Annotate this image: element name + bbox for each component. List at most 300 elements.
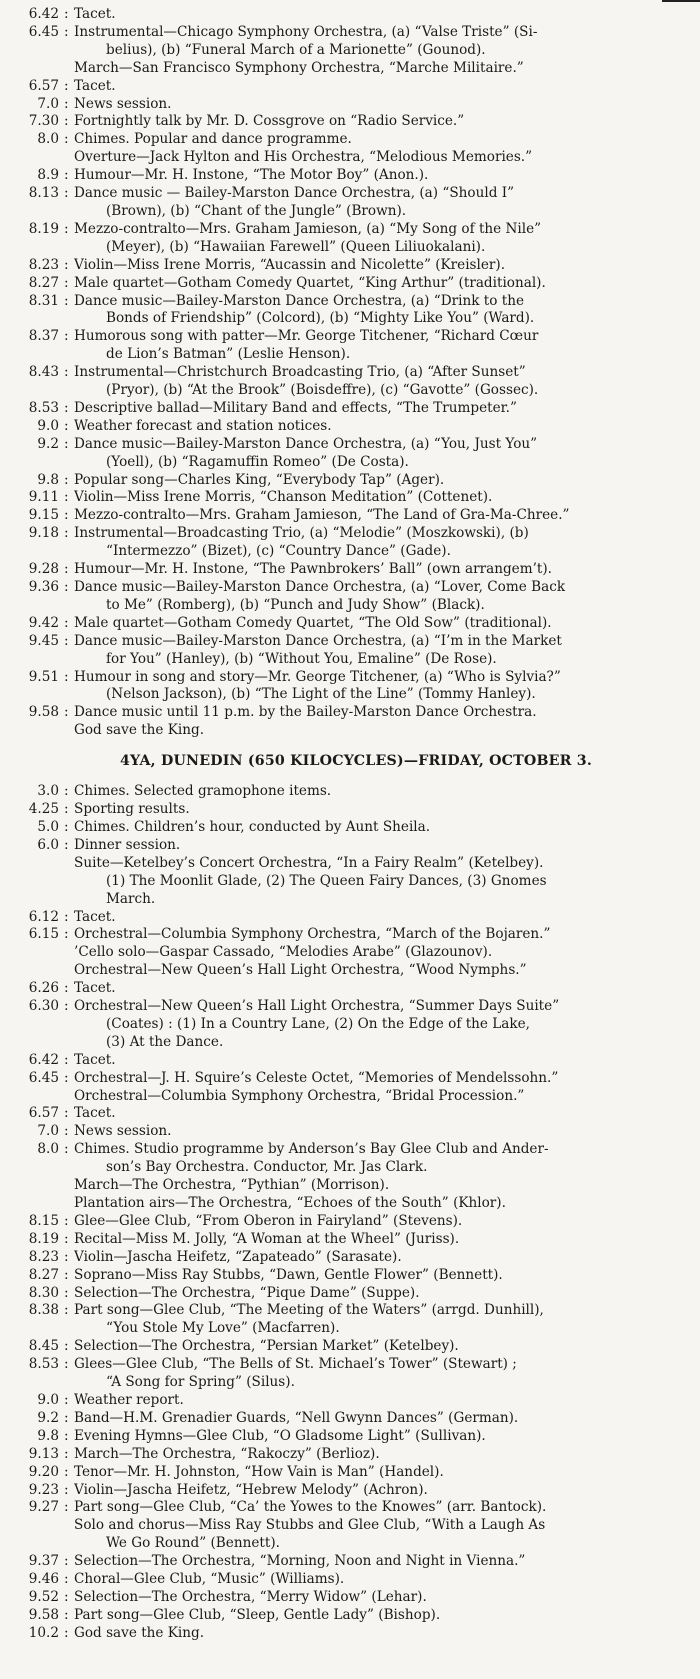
- entry-time: 9.13: [28, 1445, 59, 1462]
- entry-line: Violin—Miss Irene Morris, “Aucassin and Nicolette” (Kreisler).: [74, 256, 506, 273]
- entry-line: Humour—Mr. H. Instone, “The Pawnbrokers’ Ball” (own arrangem’t).: [74, 561, 552, 578]
- entry-colon: :: [64, 1266, 69, 1283]
- entry-line: Violin—Jascha Heifetz, “Zapateado” (Sarasate).: [74, 1248, 402, 1265]
- entry-description: [74, 1446, 700, 1464]
- entry-colon: :: [64, 1338, 69, 1355]
- entry-colon: :: [64, 1499, 69, 1516]
- entry-time: 6.12: [28, 908, 59, 925]
- entry-colon: [64, 962, 74, 980]
- entry-time: 6.57: [28, 77, 59, 94]
- entry-line: Tacet.: [74, 6, 116, 22]
- programme-entry: [0, 579, 700, 615]
- entry-time: 9.8: [37, 471, 59, 488]
- programme-entry: [0, 669, 700, 705]
- entry-time: 8.27: [28, 274, 59, 291]
- programme-entry: [0, 1553, 700, 1571]
- entry-colon: :: [64, 185, 69, 202]
- programme-entry: [0, 1285, 700, 1303]
- entry-time: 8.19: [28, 1230, 59, 1247]
- entry-colon: [64, 1517, 74, 1553]
- programme-entry: [0, 507, 700, 525]
- entry-description: [74, 669, 700, 705]
- entry-line: to Me” (Romberg), (b) “Punch and Judy Show” (Black).: [106, 596, 485, 613]
- entry-line: Choral—Glee Club, “Music” (Williams).: [74, 1571, 345, 1588]
- entry-time: 9.0: [37, 417, 59, 434]
- entry-time: 5.0: [37, 818, 59, 835]
- programme-entry: [0, 801, 700, 819]
- entry-line: Suite—Ketelbey’s Concert Orchestra, “In a Fairy Realm” (Ketelbey).: [74, 854, 544, 871]
- programme-entry: [0, 722, 700, 740]
- entry-line: Dance music—Bailey-Marston Dance Orchestra, (a) “You, Just You”: [74, 435, 538, 452]
- entry-time: 6.30: [28, 998, 59, 1015]
- entry-colon: :: [64, 561, 69, 578]
- entry-time: 8.23: [28, 256, 59, 273]
- entry-colon: :: [64, 435, 69, 452]
- entry-time: 8.53: [28, 1356, 59, 1373]
- programme-entry: [0, 221, 700, 257]
- entry-colon: :: [64, 1212, 69, 1229]
- entry-description: [74, 722, 700, 740]
- entry-line: Tacet.: [74, 980, 116, 997]
- programme-entry: [0, 837, 700, 855]
- entry-line: Tacet.: [74, 1051, 116, 1068]
- entry-time: 8.15: [28, 1212, 59, 1229]
- programme-entry: [0, 1392, 700, 1410]
- entry-line: son’s Bay Orchestra. Conductor, Mr. Jas Clark.: [106, 1159, 428, 1176]
- entry-line: March.: [106, 890, 156, 907]
- entry-colon: [64, 722, 74, 740]
- programme-entry: [0, 400, 700, 418]
- entry-line: Selection—The Orchestra, “Morning, Noon and Night in Vienna.”: [74, 1553, 526, 1570]
- entry-line: Tenor—Mr. H. Johnston, “How Vain is Man” (Handel).: [74, 1463, 444, 1480]
- entry-description: [74, 1356, 700, 1392]
- entry-time: 9.20: [28, 1463, 59, 1480]
- entry-colon: [64, 855, 74, 909]
- entry-colon: :: [64, 1248, 69, 1265]
- entry-colon: :: [64, 1230, 69, 1247]
- entry-time: 6.26: [28, 980, 59, 997]
- entry-description: [74, 1249, 700, 1267]
- entry-description: [74, 615, 700, 633]
- programme-entry: [0, 275, 700, 293]
- entry-line: Descriptive ballad—Military Band and effects, “The Trumpeter.”: [74, 399, 517, 416]
- entry-time: 8.23: [28, 1248, 59, 1265]
- entry-line: Dance music—Bailey-Marston Dance Orchestra, (a) “I’m in the Market: [74, 632, 562, 649]
- programme-entry: [0, 489, 700, 507]
- entry-line: Chimes. Children’s hour, conducted by Aunt Sheila.: [74, 818, 431, 835]
- entry-description: [74, 24, 700, 60]
- entry-line: Band—H.M. Grenadier Guards, “Nell Gwynn Dances” (German).: [74, 1409, 519, 1426]
- entry-description: [74, 436, 700, 472]
- entry-description: [74, 1499, 700, 1517]
- entry-line: ’Cello solo—Gaspar Cassado, “Melodies Arabe” (Glazounov).: [74, 944, 493, 961]
- entry-line: Tacet.: [74, 1105, 116, 1122]
- entry-description: [74, 418, 700, 436]
- entry-colon: :: [64, 801, 69, 818]
- entry-line: (Coates) : (1) In a Country Lane, (2) On the Edge of the Lake,: [106, 1015, 531, 1032]
- entry-line: News session.: [74, 95, 172, 112]
- entry-line: Bonds of Friendship” (Colcord), (b) “Mighty Like You” (Ward).: [106, 310, 535, 327]
- entry-line: Weather forecast and station notices.: [74, 417, 332, 434]
- entry-description: [74, 221, 700, 257]
- entry-line: Part song—Glee Club, “The Meeting of the Waters” (arrgd. Dunhill),: [74, 1302, 544, 1319]
- entry-line: “A Song for Spring” (Silus).: [106, 1374, 295, 1391]
- entry-colon: [64, 1195, 74, 1213]
- entry-colon: :: [64, 1069, 69, 1086]
- entry-description: [74, 704, 700, 722]
- entry-line: Instrumental—Chicago Symphony Orchestra, (a) “Valse Triste” (Si-: [74, 23, 538, 40]
- programme-entry: [0, 1105, 700, 1123]
- entry-colon: :: [64, 818, 69, 835]
- entry-line: Mezzo-contralto—Mrs. Graham Jamieson, “The Land of Gra-Ma-Chree.”: [74, 507, 570, 524]
- entry-description: [74, 783, 700, 801]
- entry-line: Orchestral—Columbia Symphony Orchestra, “Bridal Procession.”: [74, 1087, 525, 1104]
- entry-colon: :: [64, 1391, 69, 1408]
- entry-time: 6.42: [28, 6, 59, 22]
- entry-time: 9.0: [37, 1391, 59, 1408]
- entry-description: [74, 167, 700, 185]
- entry-line: Weather report.: [74, 1391, 184, 1408]
- entry-line: Tacet.: [74, 77, 116, 94]
- entry-line: Orchestral—New Queen’s Hall Light Orchestra, “Summer Days Suite”: [74, 998, 560, 1015]
- programme-entry: [0, 1338, 700, 1356]
- entry-colon: :: [64, 579, 69, 595]
- entry-colon: :: [64, 1427, 69, 1444]
- entry-time: 7.30: [28, 113, 59, 130]
- entry-colon: :: [64, 632, 69, 649]
- entry-line: Selection—The Orchestra, “Merry Widow” (Lehar).: [74, 1588, 427, 1605]
- entry-colon: :: [64, 417, 69, 434]
- entry-line: belius), (b) “Funeral March of a Marionette” (Gounod).: [106, 41, 486, 58]
- entry-time: 9.8: [37, 1427, 59, 1444]
- entry-line: Plantation airs—The Orchestra, “Echoes of the South” (Khlor).: [74, 1195, 506, 1211]
- programme-entry: [0, 1499, 700, 1517]
- entry-time: 6.45: [28, 23, 59, 40]
- programme-entry: [0, 926, 700, 944]
- entry-time: 9.15: [28, 507, 59, 524]
- programme-entry: [0, 783, 700, 801]
- entry-colon: :: [64, 113, 69, 130]
- programme-entry: [0, 78, 700, 96]
- entry-time: 6.15: [28, 926, 59, 943]
- programme-section-continued: [0, 6, 700, 740]
- entry-line: Recital—Miss M. Jolly, “A Woman at the Wheel” (Juriss).: [74, 1230, 460, 1247]
- entry-description: [74, 78, 700, 96]
- entry-colon: :: [64, 1463, 69, 1480]
- entry-colon: :: [64, 908, 69, 925]
- entry-time: [0, 1195, 64, 1213]
- entry-time: 9.51: [28, 668, 59, 685]
- entry-line: “You Stole My Love” (Macfarren).: [106, 1320, 340, 1337]
- programme-entry: [0, 944, 700, 962]
- entry-colon: [64, 1177, 74, 1195]
- programme-entry: [0, 96, 700, 114]
- entry-colon: :: [64, 274, 69, 291]
- entry-description: [74, 1553, 700, 1571]
- entry-description: [74, 1231, 700, 1249]
- entry-line: Humour—Mr. H. Instone, “The Motor Boy” (Anon.).: [74, 167, 429, 184]
- entry-time: 4.25: [28, 801, 59, 818]
- programme-entry: [0, 1302, 700, 1338]
- entry-description: [74, 1267, 700, 1285]
- entry-colon: [64, 944, 74, 962]
- entry-line: (Pryor), (b) “At the Brook” (Boisdeffre), (c) “Gavotte” (Gossec).: [106, 382, 539, 399]
- entry-line: Evening Hymns—Glee Club, “O Gladsome Light” (Sullivan).: [74, 1427, 486, 1444]
- entry-colon: :: [64, 328, 69, 345]
- entry-line: (Yoell), (b) “Ragamuffin Romeo” (De Costa).: [106, 453, 409, 470]
- entry-time: 8.38: [28, 1302, 59, 1319]
- entry-line: Part song—Glee Club, “Sleep, Gentle Lady” (Bishop).: [74, 1606, 441, 1623]
- entry-colon: :: [64, 926, 69, 943]
- entry-line: Male quartet—Gotham Comedy Quartet, “The Old Sow” (traditional).: [74, 614, 552, 631]
- entry-description: [74, 1517, 700, 1553]
- entry-description: [74, 1141, 700, 1177]
- entry-description: [74, 1285, 700, 1303]
- entry-description: [74, 998, 700, 1052]
- entry-description: [74, 980, 700, 998]
- programme-entry: [0, 328, 700, 364]
- entry-time: 8.43: [28, 364, 59, 381]
- entry-time: 6.42: [28, 1051, 59, 1068]
- programme-entry: [0, 1267, 700, 1285]
- entry-time: 8.0: [37, 131, 59, 148]
- entry-line: Chimes. Selected gramophone items.: [74, 783, 332, 800]
- entry-line: Male quartet—Gotham Comedy Quartet, “King Arthur” (traditional).: [74, 274, 546, 291]
- entry-time: 8.27: [28, 1266, 59, 1283]
- entry-colon: :: [64, 1284, 69, 1301]
- entry-line: for You” (Hanley), (b) “Without You, Emaline” (De Rose).: [106, 650, 497, 667]
- entry-colon: :: [64, 1571, 69, 1588]
- entry-description: [74, 293, 700, 329]
- entry-description: [74, 909, 700, 927]
- entry-time: [0, 149, 64, 167]
- section-heading-4ya-dunedin: 4YA, DUNEDIN (650 KILOCYCLES)—FRIDAY, OCTOBER 3.: [119, 753, 593, 770]
- entry-time: 9.52: [28, 1588, 59, 1605]
- entry-line: Solo and chorus—Miss Ray Stubbs and Glee Club, “With a Laugh As: [74, 1517, 546, 1534]
- entry-time: 8.37: [28, 328, 59, 345]
- entry-time: 6.0: [37, 836, 59, 853]
- programme-entry: [0, 60, 700, 78]
- entry-time: 9.18: [28, 525, 59, 542]
- entry-description: [74, 855, 700, 909]
- programme-section-4ya-dunedin: [0, 783, 700, 1643]
- programme-entry: [0, 615, 700, 633]
- entry-line: Sporting results.: [74, 801, 190, 818]
- entry-line: March—San Francisco Symphony Orchestra, “Marche Militaire.”: [74, 59, 524, 76]
- entry-line: Violin—Miss Irene Morris, “Chanson Meditation” (Cottenet).: [74, 489, 493, 506]
- entry-colon: :: [64, 220, 69, 237]
- entry-description: [74, 1052, 700, 1070]
- entry-line: Chimes. Popular and dance programme.: [74, 131, 352, 148]
- entry-line: (Nelson Jackson), (b) “The Light of the Line” (Tommy Hanley).: [106, 686, 536, 703]
- entry-line: Dinner session.: [74, 836, 181, 853]
- programme-entry: [0, 561, 700, 579]
- programme-entry: [0, 436, 700, 472]
- entry-line: God save the King.: [74, 722, 205, 739]
- entry-line: Soprano—Miss Ray Stubbs, “Dawn, Gentle Flower” (Bennett).: [74, 1266, 503, 1283]
- entry-colon: :: [64, 1105, 69, 1122]
- entry-line: Dance music — Bailey-Marston Dance Orchestra, (a) “Should I”: [74, 185, 515, 202]
- entry-colon: :: [64, 292, 69, 309]
- programme-entry: [0, 1231, 700, 1249]
- entry-colon: :: [64, 256, 69, 273]
- entry-colon: :: [64, 783, 69, 800]
- entry-colon: :: [64, 836, 69, 853]
- entry-colon: :: [64, 1553, 69, 1570]
- entry-line: Part song—Glee Club, “Ca’ the Yowes to the Knowes” (arr. Bantock).: [74, 1499, 547, 1516]
- entry-description: [74, 1571, 700, 1589]
- programme-entry: [0, 1088, 700, 1106]
- programme-entry: [0, 1141, 700, 1177]
- entry-description: [74, 579, 700, 615]
- entry-line: (Brown), (b) “Chant of the Jungle” (Brown).: [106, 202, 407, 219]
- entry-line: Instrumental—Broadcasting Trio, (a) “Melodie” (Moszkowski), (b): [74, 525, 529, 542]
- entry-line: Dance music—Bailey-Marston Dance Orchestra, (a) “Lover, Come Back: [74, 579, 566, 595]
- entry-description: [74, 1589, 700, 1607]
- entry-line: Overture—Jack Hylton and His Orchestra, “Melodious Memories.”: [74, 149, 533, 166]
- entry-description: [74, 1105, 700, 1123]
- entry-line: God save the King.: [74, 1624, 205, 1641]
- entry-description: [74, 489, 700, 507]
- entry-line: Humorous song with patter—Mr. George Titchener, “Richard Cœur: [74, 328, 539, 345]
- programme-entry: [0, 1517, 700, 1553]
- entry-time: 8.9: [37, 167, 59, 184]
- entry-colon: :: [64, 525, 69, 542]
- programme-entry: [0, 633, 700, 669]
- entry-time: 9.45: [28, 632, 59, 649]
- entry-colon: :: [64, 1481, 69, 1498]
- programme-entry: [0, 962, 700, 980]
- entry-colon: :: [64, 1302, 69, 1319]
- entry-colon: :: [64, 980, 69, 997]
- entry-time: 9.28: [28, 561, 59, 578]
- programme-entry: [0, 525, 700, 561]
- programme-entry: [0, 980, 700, 998]
- entry-line: Orchestral—Columbia Symphony Orchestra, “March of the Bojaren.”: [74, 926, 551, 943]
- entry-line: Orchestral—J. H. Squire’s Celeste Octet, “Memories of Mendelssohn.”: [74, 1069, 559, 1086]
- entry-description: [74, 525, 700, 561]
- entry-colon: :: [64, 23, 69, 40]
- programme-entry: [0, 131, 700, 149]
- programme-entry: [0, 1625, 700, 1643]
- entry-colon: :: [64, 507, 69, 524]
- entry-description: [74, 400, 700, 418]
- programme-entry: [0, 293, 700, 329]
- entry-description: [74, 60, 700, 78]
- entry-colon: [64, 60, 74, 78]
- entry-line: Glee—Glee Club, “From Oberon in Fairyland” (Stevens).: [74, 1212, 463, 1229]
- entry-line: Fortnightly talk by Mr. D. Cossgrove on “Radio Service.”: [74, 113, 465, 130]
- entry-description: [74, 6, 700, 24]
- entry-description: [74, 1392, 700, 1410]
- entry-description: [74, 1428, 700, 1446]
- entry-time: 9.2: [37, 435, 59, 452]
- entry-time: 9.23: [28, 1481, 59, 1498]
- entry-description: [74, 819, 700, 837]
- programme-entry: [0, 1123, 700, 1141]
- entry-time: 9.42: [28, 614, 59, 631]
- entry-description: [74, 1410, 700, 1428]
- programme-entry: [0, 149, 700, 167]
- entry-line: Humour in song and story—Mr. George Titchener, (a) “Who is Sylvia?”: [74, 668, 561, 685]
- entry-line: de Lion’s Batman” (Leslie Henson).: [106, 346, 351, 363]
- entry-line: (3) At the Dance.: [106, 1033, 224, 1050]
- programme-entry: [0, 704, 700, 722]
- entry-time: 8.19: [28, 220, 59, 237]
- entry-colon: :: [64, 489, 69, 506]
- entry-colon: :: [64, 131, 69, 148]
- programme-entry: [0, 855, 700, 909]
- entry-time: 9.58: [28, 1606, 59, 1623]
- entry-colon: :: [64, 1624, 69, 1641]
- entry-time: 9.27: [28, 1499, 59, 1516]
- entry-time: 3.0: [37, 783, 59, 800]
- entry-line: Popular song—Charles King, “Everybody Tap” (Ager).: [74, 471, 445, 488]
- entry-description: [74, 837, 700, 855]
- programme-entry: [0, 167, 700, 185]
- entry-time: 9.2: [37, 1409, 59, 1426]
- entry-colon: [64, 149, 74, 167]
- programme-entry: [0, 909, 700, 927]
- entry-colon: [64, 1088, 74, 1106]
- programme-entry: [0, 418, 700, 436]
- programme-entry: [0, 1464, 700, 1482]
- entry-time: [0, 962, 64, 980]
- entry-time: 8.53: [28, 399, 59, 416]
- entry-colon: :: [64, 1445, 69, 1462]
- entry-colon: :: [64, 668, 69, 685]
- entry-time: 7.0: [37, 95, 59, 112]
- top-rule: [662, 0, 700, 2]
- entry-line: Dance music—Bailey-Marston Dance Orchestra, (a) “Drink to the: [74, 292, 524, 309]
- entry-colon: :: [64, 1123, 69, 1140]
- entry-description: [74, 113, 700, 131]
- entry-line: Selection—The Orchestra, “Pique Dame” (Suppe).: [74, 1284, 420, 1301]
- entry-description: [74, 1482, 700, 1500]
- entry-description: [74, 1070, 700, 1088]
- entry-colon: :: [64, 1409, 69, 1426]
- entry-time: 9.58: [28, 704, 59, 721]
- entry-line: News session.: [74, 1123, 172, 1140]
- entry-description: [74, 364, 700, 400]
- entry-time: 8.0: [37, 1141, 59, 1158]
- entry-line: Selection—The Orchestra, “Persian Market” (Ketelbey).: [74, 1338, 459, 1355]
- entry-description: [74, 1177, 700, 1195]
- entry-colon: :: [64, 399, 69, 416]
- entry-time: 9.46: [28, 1571, 59, 1588]
- entry-time: 9.37: [28, 1553, 59, 1570]
- entry-colon: :: [64, 1356, 69, 1373]
- entry-description: [74, 1302, 700, 1338]
- entry-line: (Meyer), (b) “Hawaiian Farewell” (Queen Liliuokalani).: [106, 238, 486, 255]
- entry-time: 6.45: [28, 1069, 59, 1086]
- entry-description: [74, 275, 700, 293]
- entry-line: Mezzo-contralto—Mrs. Graham Jamieson, (a) “My Song of the Nile”: [74, 220, 542, 237]
- programme-entry: [0, 1052, 700, 1070]
- entry-description: [74, 633, 700, 669]
- entry-description: [74, 1195, 700, 1213]
- entry-time: [0, 855, 64, 909]
- entry-description: [74, 472, 700, 490]
- entry-time: 8.31: [28, 292, 59, 309]
- programme-entry: [0, 998, 700, 1052]
- entry-line: Instrumental—Christchurch Broadcasting Trio, (a) “After Sunset”: [74, 364, 526, 381]
- programme-entry: [0, 1607, 700, 1625]
- entry-description: [74, 1088, 700, 1106]
- programme-entry: [0, 1446, 700, 1464]
- entry-description: [74, 561, 700, 579]
- entry-description: [74, 1464, 700, 1482]
